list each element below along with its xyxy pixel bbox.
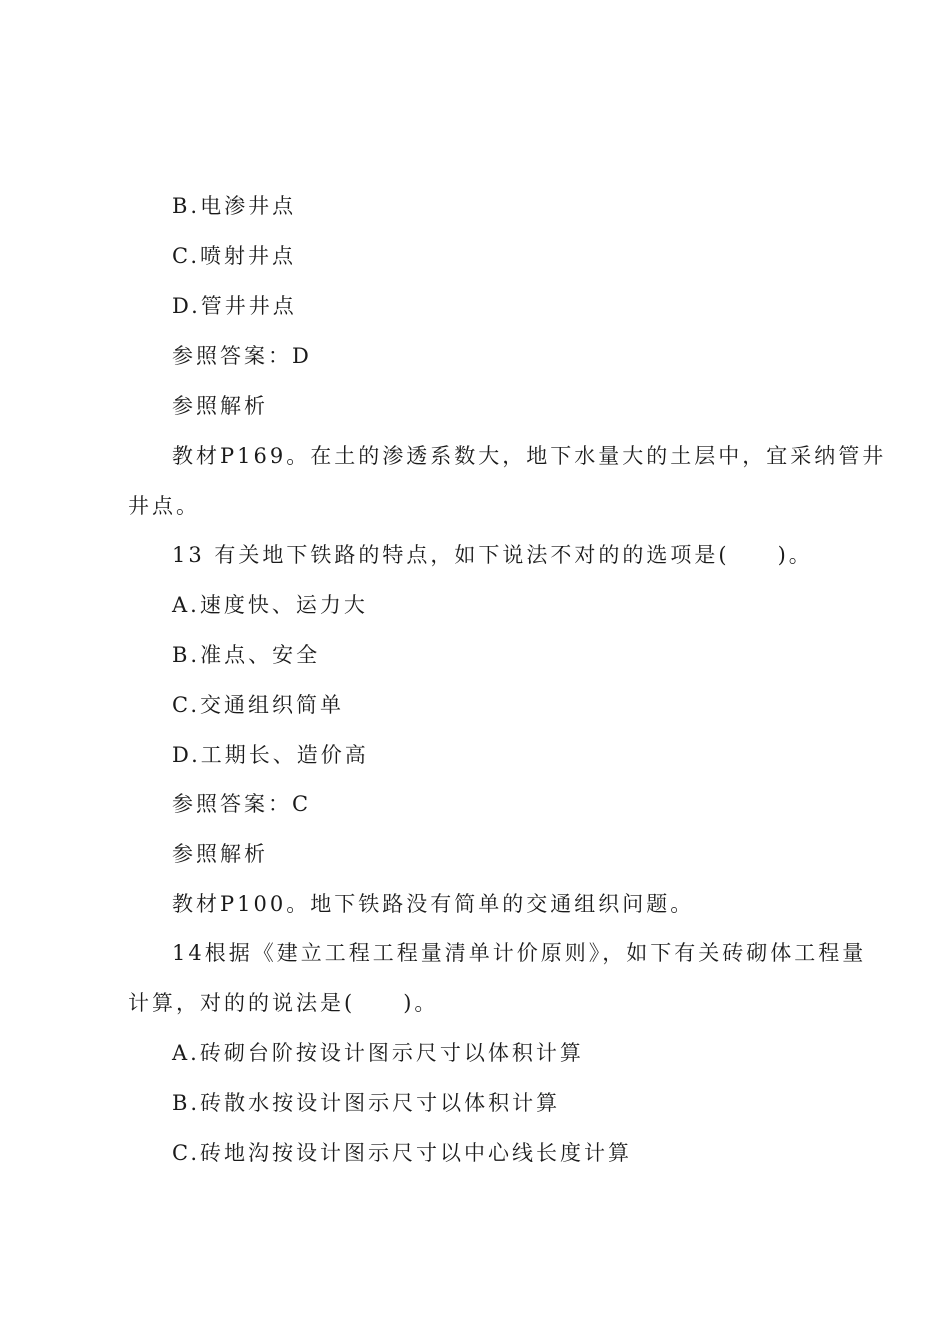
q13-analysis-label: 参照解析 — [172, 842, 268, 866]
q12-answer: 参照答案：D — [172, 344, 312, 368]
q14-stem-line2: 计算，对的的说法是( )。 — [128, 991, 439, 1015]
q14-option-a: A.砖砌台阶按设计图示尺寸以体积计算 — [172, 1041, 584, 1065]
q13-option-b: B.准点、安全 — [172, 643, 321, 667]
q12-option-d: D.管井井点 — [172, 294, 297, 318]
q12-analysis-label: 参照解析 — [172, 394, 268, 418]
q14-option-c: C.砖地沟按设计图示尺寸以中心线长度计算 — [172, 1141, 632, 1165]
q13-option-c: C.交通组织简单 — [172, 693, 344, 717]
q13-analysis: 教材P100。地下铁路没有简单的交通组织问题。 — [172, 892, 695, 916]
q12-option-b: B.电渗井点 — [172, 194, 297, 218]
q13-answer: 参照答案：C — [172, 792, 312, 816]
q13-stem: 13 有关地下铁路的特点，如下说法不对的的选项是( )。 — [172, 543, 813, 567]
q12-option-c: C.喷射井点 — [172, 244, 296, 268]
q14-option-b: B.砖散水按设计图示尺寸以体积计算 — [172, 1091, 561, 1115]
q14-stem-line1: 14根据《建立工程工程量清单计价原则》，如下有关砖砌体工程量 — [172, 941, 867, 965]
q13-option-d: D.工期长、造价高 — [172, 743, 369, 767]
q13-option-a: A.速度快、运力大 — [172, 593, 368, 617]
q12-analysis-line1: 教材P169。在土的渗透系数大，地下水量大的土层中，宜采纳管井 — [172, 444, 887, 468]
q12-analysis-line2: 井点。 — [128, 494, 200, 518]
